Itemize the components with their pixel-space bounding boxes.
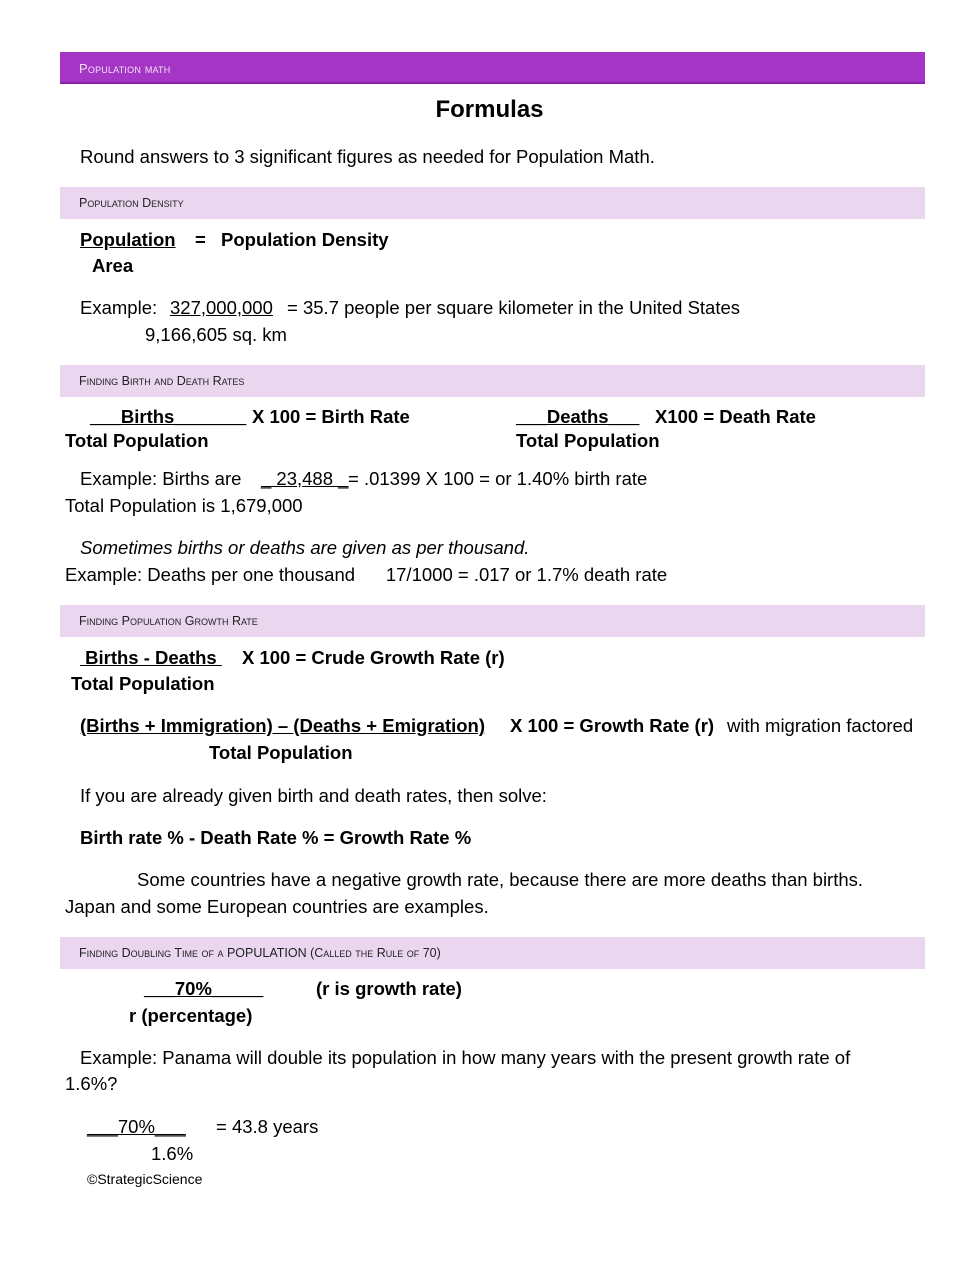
negative-growth-line1: Some countries have a negative growth rate, because there are more deaths than births. xyxy=(137,869,864,890)
top-banner xyxy=(60,52,925,84)
crude-numerator: Births - Deaths xyxy=(80,647,222,668)
section-heading: Population Density xyxy=(79,196,184,210)
section-band-density xyxy=(60,187,925,219)
density-example-result: = 35.7 people per square kilometer in the United States xyxy=(287,297,741,318)
answer-denominator: 1.6% xyxy=(151,1143,194,1164)
section-heading: Finding Birth and Death Rates xyxy=(79,374,245,388)
birth-denominator: Total Population xyxy=(65,430,209,451)
per-thousand-example: Example: Deaths per one thousand 17/1000 = .017 or 1.7% death rate xyxy=(65,564,668,585)
crude-result: X 100 = Crude Growth Rate (r) xyxy=(242,647,505,668)
birth-example-numerator: _ 23,488 _ xyxy=(261,468,349,489)
death-numerator: ___Deaths___ xyxy=(516,406,640,427)
answer-result: = 43.8 years xyxy=(216,1116,319,1137)
negative-growth-line2: Japan and some European countries are examples. xyxy=(65,896,489,917)
answer-numerator: ___70%___ xyxy=(87,1116,186,1137)
density-numerator: Population xyxy=(80,229,176,250)
density-example-denominator: 9,166,605 sq. km xyxy=(145,324,287,345)
migration-denominator: Total Population xyxy=(209,742,353,763)
migration-suffix: with migration factored xyxy=(727,715,914,736)
density-denominator: Area xyxy=(92,255,134,276)
doubling-numerator: ___70%_____ xyxy=(144,978,264,999)
section-band-birth-death xyxy=(60,365,925,397)
section-heading: Finding Doubling Time of a POPULATION (Called the Rule of 70) xyxy=(79,946,441,960)
birth-numerator: ___Births_______ xyxy=(90,406,247,427)
intro-text: Round answers to 3 significant figures as needed for Population Math. xyxy=(80,146,655,167)
migration-result: X 100 = Growth Rate (r) xyxy=(510,715,715,736)
density-equals: = xyxy=(195,229,206,250)
migration-numerator: (Births + Immigration) – (Deaths + Emigration) xyxy=(80,715,486,736)
birth-example-prefix: Example: Births are xyxy=(80,468,242,489)
density-result: Population Density xyxy=(221,229,389,250)
death-result: X100 = Death Rate xyxy=(655,406,816,427)
per-thousand-note: Sometimes births or deaths are given as per thousand. xyxy=(80,537,530,558)
doubling-example-line1: Example: Panama will double its population in how many years with the present growth rate of xyxy=(80,1047,851,1068)
copyright-text: ©StrategicScience xyxy=(87,1171,203,1187)
death-denominator: Total Population xyxy=(516,430,660,451)
section-band-growth xyxy=(60,605,925,637)
density-example-prefix: Example: xyxy=(80,297,158,318)
section-heading: Finding Population Growth Rate xyxy=(79,614,258,628)
doubling-note: (r is growth rate) xyxy=(316,978,462,999)
doubling-denominator: r (percentage) xyxy=(129,1005,253,1026)
section-band-doubling xyxy=(60,937,925,969)
doubling-example-line2: 1.6%? xyxy=(65,1073,118,1094)
birth-example-result: = .01399 X 100 = or 1.40% birth rate xyxy=(348,468,648,489)
banner-label: Population math xyxy=(79,61,171,76)
crude-denominator: Total Population xyxy=(71,673,215,694)
page-title: Formulas xyxy=(435,96,544,123)
density-example-numerator: 327,000,000 xyxy=(170,297,273,318)
birth-example-denominator: Total Population is 1,679,000 xyxy=(65,495,303,516)
given-rates-text: If you are already given birth and death rates, then solve: xyxy=(80,785,547,806)
rate-formula: Birth rate % - Death Rate % = Growth Rate % xyxy=(80,827,472,848)
birth-result: X 100 = Birth Rate xyxy=(252,406,410,427)
